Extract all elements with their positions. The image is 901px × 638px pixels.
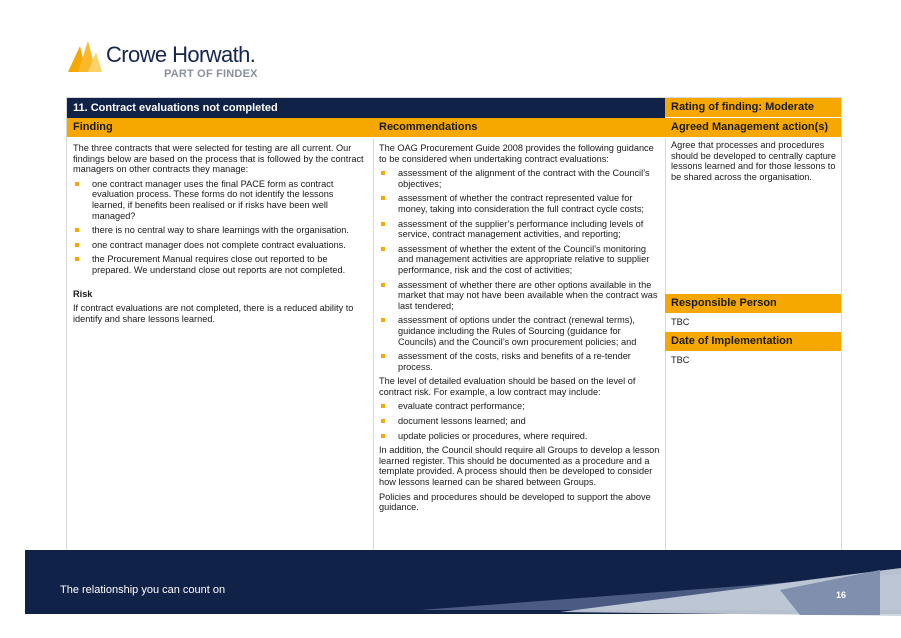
recommendation-bullets [379, 168, 661, 372]
finding-table [66, 97, 842, 551]
rating-badge: Rating of finding: Moderate [665, 98, 841, 117]
evaluation-level-text: The level of detailed evaluation should be based on the level of contract risk. For example, a low contract may include: [379, 376, 636, 397]
policies-text: Policies and procedures should be developed to support the above guidance. [379, 491, 651, 513]
list-item: assessment of options under the contract (renewal terms), guidance including the Rules of Sourcing (guidance for Councils) and the Council’s own procurement policies; and [379, 315, 661, 347]
list-item: assessment of whether there are other options available in the market that may not have been available when the contract was last tendered; [379, 280, 661, 312]
footer-tagline: The relationship you can count on [60, 584, 226, 596]
brand-tagline: PART OF FINDEX [164, 68, 258, 80]
list-item: assessment of whether the contract represented value for money, taking into consideration the full contract cycle costs; [379, 193, 661, 214]
list-item: assessment of the costs, risks and benefits of a re-tender process. [379, 351, 661, 372]
risk-heading: Risk [73, 288, 93, 299]
list-item: evaluate contract performance; [379, 401, 661, 412]
crowe-horwath-logo [66, 38, 266, 86]
finding-column [73, 143, 367, 328]
low-contract-bullets [379, 401, 661, 441]
list-item: assessment of whether the extent of the Council’s monitoring and management activities are appropriate relative to supplier performance, risk and the cost of activities; [379, 244, 661, 276]
implementation-date-header: Date of Implementation [665, 332, 841, 351]
finding-intro: The three contracts that were selected for testing are all current. Our findings below are based on the process that is followed by the contract managers on other contracts they manage: [73, 143, 364, 175]
list-item: assessment of the alignment of the contract with the Council’s objectives; [379, 168, 661, 189]
finding-column-header: Finding [67, 118, 373, 137]
recommendations-intro: The OAG Procurement Guide 2008 provides the following guidance to be considered when undertaking contract evaluations: [379, 143, 654, 164]
responsible-person-header: Responsible Person [665, 294, 841, 313]
list-item: the Procurement Manual requires close out reported to be prepared. We understand close out reports are not completed. [73, 254, 367, 275]
lessons-register-text: In addition, the Council should require all Groups to develop a lesson learned register. This should be documented as a procedure and a template provided. A process should then be developed to consider how lessons learned can be shared between Groups. [379, 445, 660, 488]
list-item: one contract manager uses the final PACE form as contract evaluation process. These forms do not identify the lessons learned, if benefits been realised or if risks have been well managed? [73, 179, 367, 221]
responsible-person-value: TBC [671, 317, 690, 327]
list-item: document lessons learned; and [379, 416, 661, 427]
implementation-date-value: TBC [671, 355, 690, 365]
column-divider [373, 138, 374, 550]
list-item: there is no central way to share learnings with the organisation. [73, 225, 367, 236]
crowe-logo-mark-icon [66, 38, 104, 72]
list-item: assessment of the supplier’s performance including levels of service, contract management activities, and reporting; [379, 219, 661, 240]
management-action-text: Agree that processes and procedures should be developed to centrally capture lessons learned and for those lessons to be shared across the organisation. [671, 140, 836, 182]
finding-bullets [73, 179, 367, 276]
list-item: one contract manager does not complete contract evaluations. [73, 240, 367, 251]
brand-name: Crowe Horwath. [106, 42, 256, 67]
recommendations-column [379, 143, 661, 517]
recommendations-column-header: Recommendations [373, 118, 665, 137]
finding-title: 11. Contract evaluations not completed [67, 98, 665, 118]
page-number: 16 [835, 590, 846, 600]
action-column-header: Agreed Management action(s) [665, 118, 841, 137]
list-item: update policies or procedures, where required. [379, 431, 661, 442]
risk-text: If contract evaluations are not completed, there is a reduced ability to identify and share lessons learned. [73, 303, 354, 324]
